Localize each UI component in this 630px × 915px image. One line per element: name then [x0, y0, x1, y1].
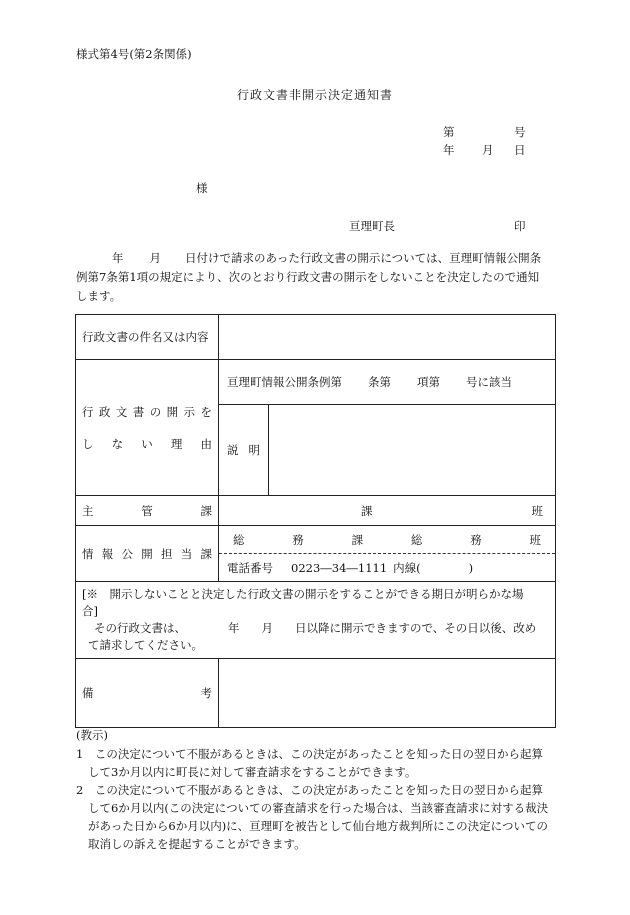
- remarks-label: 備 考: [76, 659, 219, 728]
- page-title: 行政文書非開示決定通知書: [236, 88, 393, 102]
- decision-table: [75, 314, 556, 728]
- row-contact: [76, 526, 556, 582]
- explanation-label: 説 明: [219, 405, 269, 495]
- contact-label: 情 報 公 開 担 当 課: [76, 526, 219, 582]
- phone-label: 電話番号: [227, 560, 273, 575]
- phone-extension: 内線(: [393, 560, 421, 575]
- date-year-label: 年: [443, 143, 455, 157]
- subject-field[interactable]: [219, 315, 556, 360]
- reason-cell: [219, 360, 556, 496]
- remarks-field[interactable]: [219, 659, 556, 728]
- date-month-label: 月: [482, 143, 494, 157]
- body-text: [76, 249, 556, 306]
- section-ka: 課: [361, 503, 373, 518]
- document-number-suffix: 号: [514, 125, 526, 139]
- reason-clause[interactable]: 亘理町情報公開条例第 条第 項第 号に該当: [219, 360, 555, 405]
- contact-phone: 電話番号 0223―34―1111 内線( ): [227, 560, 474, 575]
- contact-cell: [219, 526, 556, 582]
- explanation-field[interactable]: [269, 405, 555, 495]
- phone-number: 0223―34―1111: [291, 560, 388, 575]
- issuer-name: 亘理町長: [349, 219, 395, 233]
- body-line-2: 例第7条第1項の規定により、次のとおり行政文書の開示をしないことを決定したので通知: [76, 270, 540, 284]
- body-year: 年: [112, 251, 124, 265]
- section-field[interactable]: [219, 496, 556, 526]
- section-han: 班: [531, 503, 543, 518]
- reason-label: [76, 360, 219, 496]
- subject-label: 行政文書の件名又は内容: [76, 315, 219, 360]
- row-disclosure-note: [76, 582, 556, 659]
- notice-item-2: 2 この決定について不服があるときは、この決定があったことを知った日の翌日から起算 して6か月以内(この決定についての審査請求を行った場合は、当該審査請求に対する裁決 があった日から6か月以内)に、亘理町を被告として仙台地方裁判所にこの決定についての 取消しの訴えを提起することができます。: [76, 783, 549, 851]
- document-number-label: 第: [443, 125, 455, 139]
- notice-item-1: 1 この決定について不服があるときは、この決定があったことを知った日の翌日から起算 して3か月以内に町長に対して審査請求をすることができます。: [76, 747, 543, 779]
- body-line-3: します。: [76, 289, 122, 303]
- row-subject: [76, 315, 556, 360]
- row-reason: [76, 360, 556, 496]
- addressee-suffix: 様: [196, 181, 208, 195]
- body-month: 月: [149, 251, 161, 265]
- form-number: 様式第4号(第2条関係): [76, 47, 192, 61]
- section-label: 主 管 課: [76, 496, 219, 526]
- notice-heading: (教示): [76, 728, 108, 742]
- reason-label-line-1: 行 政 文 書 の 開 示 を: [82, 404, 212, 419]
- date-day-label: 日: [514, 143, 526, 157]
- seal-mark: 印: [514, 219, 526, 233]
- body-line-1: [76, 249, 556, 268]
- disclosure-note: [※ 開示しないことと決定した行政文書の開示をすることができる期日が明らかな場 合] その行政文書は、 年 月 日以降に開示できますので、その日以後、改め て請求してください。: [76, 582, 556, 659]
- row-remarks: [76, 659, 556, 728]
- body-line-1-rest: 日付けで請求のあった行政文書の開示については、亘理町情報公開条: [185, 251, 542, 265]
- contact-dept: 総 務 課 総 務 班: [219, 526, 555, 554]
- row-section: [76, 496, 556, 526]
- reason-label-line-2: し な い 理 由: [82, 436, 212, 451]
- explanation-row: [219, 405, 555, 495]
